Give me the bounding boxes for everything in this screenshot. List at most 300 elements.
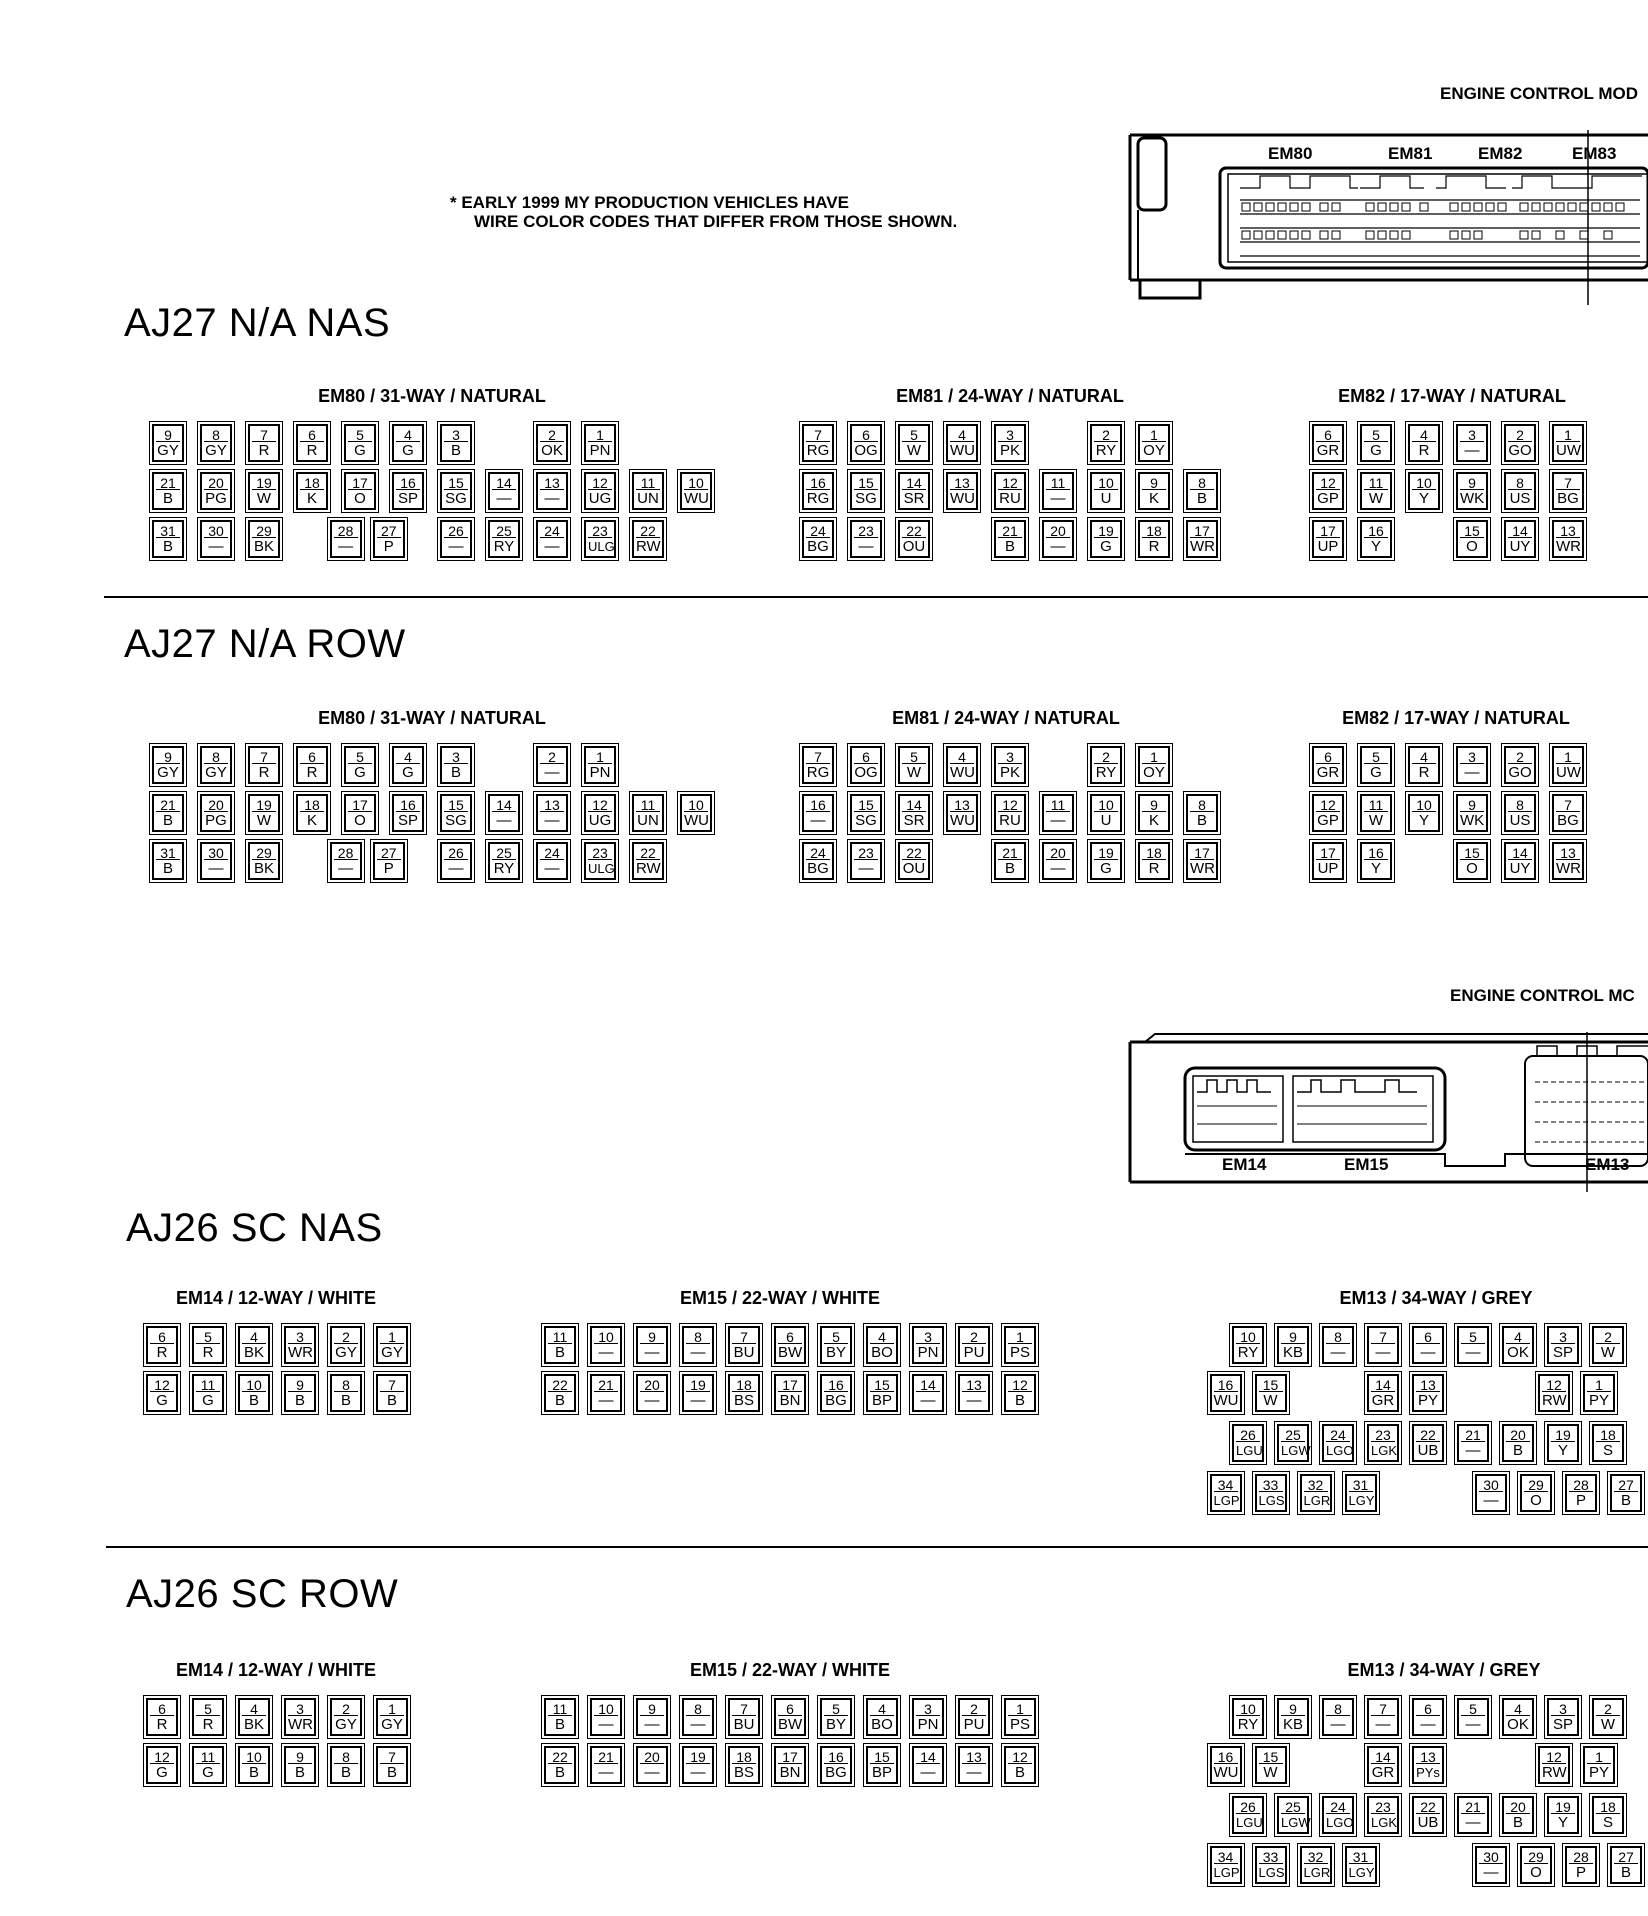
connector-pin [544,1698,576,1736]
connector-pin [1345,1846,1377,1884]
pin-wire-color: O [1524,1863,1548,1881]
pin-number: 5 [1469,1329,1477,1345]
pin-number: 6 [786,1329,794,1345]
connector-pin [248,472,280,510]
pin-number: 16 [1217,1377,1234,1393]
connector-pin [850,520,882,558]
pin-number: 34 [1217,1849,1234,1865]
pin-number: 1 [596,427,604,443]
pin-wire-color: LGP [1213,1865,1240,1880]
pin-number: 13 [1420,1377,1436,1393]
pin-number: 21 [598,1749,614,1765]
pin-wire-color: — [916,1391,940,1409]
pin-number: 30 [208,845,224,861]
pin-number: 14 [1375,1749,1391,1765]
connector-pin [1090,472,1122,510]
pin-number: 2 [1604,1701,1612,1717]
connector-pin [682,1698,714,1736]
pin-number: 21 [160,797,176,813]
connector-pin [200,520,232,558]
pin-wire-color: PN [917,1344,939,1361]
connector-pin [1232,1326,1264,1364]
connector-pin [373,842,405,880]
pin-wire-color: — [1461,1441,1485,1459]
pin-wire-color: LGS [1258,1493,1285,1508]
pin-wire-color: GR [1371,1392,1395,1409]
pin-number: 5 [356,427,364,443]
connector-pin [248,424,280,462]
pin-number: 4 [250,1701,258,1717]
pin-number: 25 [496,523,512,539]
pin-wire-color: RY [1237,1716,1259,1733]
connector-pin [440,746,472,784]
connector-pin [488,842,520,880]
pin-wire-color: — [1461,1715,1485,1733]
pin-wire-color: PN [589,764,611,781]
pin-wire-color: RG [806,442,830,459]
pin-number: 9 [1150,475,1158,491]
connector-pin [820,1698,852,1736]
pin-number: 14 [1375,1377,1391,1393]
pin-number: 5 [910,749,918,765]
connector-pin [680,472,712,510]
connector-pin [898,472,930,510]
pin-number: 19 [256,475,272,491]
pin-wire-color: WR [1556,860,1581,877]
pin-wire-color: GR [1316,764,1340,781]
pin-wire-color: — [640,1715,664,1733]
connector-pin [946,794,978,832]
pin-wire-color: RG [806,490,830,507]
pin-number: 25 [1285,1799,1301,1815]
pin-wire-color: PK [999,442,1020,459]
pin-wire-color: B [288,1391,312,1409]
pin-number: 7 [388,1749,396,1765]
connector-pin [146,1746,178,1784]
connector-pin [1552,472,1584,510]
pin-number: 19 [256,797,272,813]
pin-number: 5 [204,1329,212,1345]
pin-number: 12 [1002,797,1018,813]
connector-pin [536,842,568,880]
pin-number: 10 [1240,1329,1256,1345]
connector-pin [1360,794,1392,832]
ecm-connector-label-em14: EM14 [1222,1155,1267,1174]
pin-number: 22 [1420,1799,1436,1815]
pin-number: 22 [906,523,922,539]
connector-pin [344,424,376,462]
connector-pin [1277,1326,1309,1364]
section-title-aj27-na-row: AJ27 N/A ROW [124,622,406,666]
connector-pin [1502,1326,1534,1364]
connector-pin [373,520,405,558]
pin-wire-color: R [300,763,324,781]
pin-number: 8 [342,1749,350,1765]
pin-number: 33 [1262,1477,1279,1493]
pin-wire-color: — [640,1763,664,1781]
connector-pin [632,794,664,832]
pin-number: 21 [1002,523,1018,539]
pin-number: 10 [1416,475,1432,491]
pin-number: 16 [828,1749,844,1765]
connector-pin [330,1374,362,1412]
pin-wire-color: R [196,1343,220,1361]
pin-wire-color: B [156,537,180,555]
connector-pin [1277,1796,1309,1834]
pin-number: 17 [352,797,368,813]
pin-number: 2 [548,749,556,765]
pin-wire-color: BG [1557,812,1579,829]
pin-number: 1 [1564,427,1572,443]
pin-wire-color: SP [1552,1716,1573,1733]
section-divider-2 [106,1546,1648,1548]
connector-pin [152,424,184,462]
pin-wire-color: B [998,537,1022,555]
connector-pin [1457,1796,1489,1834]
pin-wire-color: — [1416,1343,1440,1361]
pin-wire-color: OU [902,538,926,555]
pin-wire-color: G [150,1391,174,1409]
pin-wire-color: KB [1282,1344,1303,1361]
pin-wire-color: B [242,1763,266,1781]
pin-wire-color: LGO [1326,1815,1354,1830]
pin-wire-color: LGY [1348,1493,1375,1508]
connector-pin [152,842,184,880]
pin-number: 22 [552,1749,568,1765]
pin-wire-color: — [1046,859,1070,877]
connector-pin [1210,1374,1242,1412]
pin-number: 20 [1510,1427,1526,1443]
pin-number: 10 [1098,797,1114,813]
pin-wire-color: PN [917,1716,939,1733]
pin-wire-color: — [444,859,468,877]
pin-wire-color: BO [871,1716,893,1733]
pin-number: 10 [246,1377,262,1393]
pin-number: 7 [814,427,822,443]
connector-pin [544,1326,576,1364]
pin-wire-color: B [548,1343,572,1361]
pin-wire-color: O [1460,859,1484,877]
connector-pin [248,520,280,558]
pin-wire-color: U [1094,811,1118,829]
connector-pin [1547,1326,1579,1364]
pin-wire-color: — [1460,763,1484,781]
connector-title: EM80 / 31-WAY / NATURAL [318,386,546,406]
pin-number: 8 [694,1701,702,1717]
connector-pin [1592,1424,1624,1462]
connector-pin [1504,424,1536,462]
pin-number: 16 [1217,1749,1234,1765]
pin-wire-color: UW [1556,442,1581,459]
pin-number: 3 [1468,749,1476,765]
pin-wire-color: BK [243,1344,264,1361]
pin-wire-color: — [1416,1715,1440,1733]
connector-pin [1232,1424,1264,1462]
pin-wire-color: LGK [1371,1815,1398,1830]
pin-wire-color: BS [733,1392,754,1409]
connector-pin [632,472,664,510]
pin-number: 24 [544,523,560,539]
pin-wire-color: RU [999,812,1021,829]
pin-wire-color: B [1190,489,1214,507]
pin-number: 6 [158,1701,166,1717]
connector-pin [1412,1698,1444,1736]
pin-number: 32 [1307,1477,1324,1493]
connector-pin [1300,1474,1332,1512]
connector-pin [774,1326,806,1364]
pin-number: 27 [381,845,397,861]
connector-pin [238,1326,270,1364]
pin-wire-color: US [1509,812,1531,829]
pin-number: 12 [1012,1377,1028,1393]
connector-pin [1138,794,1170,832]
pin-wire-color: S [1596,1813,1620,1831]
ecm-label-middle: ENGINE CONTROL MC [1450,986,1635,1005]
pin-wire-color: PU [963,1344,985,1361]
pin-number: 23 [858,845,874,861]
pin-wire-color: — [204,537,228,555]
pin-wire-color: — [1371,1715,1395,1733]
connector-pin [488,472,520,510]
connector-pin [1210,1746,1242,1784]
connector-pin [1004,1698,1036,1736]
pin-number: 10 [598,1329,614,1345]
connector-pin [820,1746,852,1784]
pin-number: 6 [1324,749,1332,765]
pin-number: 13 [1420,1749,1436,1765]
pin-number: 2 [1516,427,1524,443]
pin-wire-color: BO [871,1344,893,1361]
pin-number: 1 [596,749,604,765]
connector-pin [584,472,616,510]
pin-number: 3 [1468,427,1476,443]
pin-number: 1 [1016,1701,1024,1717]
pin-number: 17 [782,1377,798,1393]
connector-pin [898,424,930,462]
pin-wire-color: G [348,441,372,459]
pin-wire-color: UG [588,490,612,507]
connector-pin [590,1698,622,1736]
pin-wire-color: B [548,1763,572,1781]
pin-number: 8 [212,427,220,443]
pin-wire-color: GY [381,1716,403,1733]
pin-number: 18 [736,1377,752,1393]
pin-wire-color: G [396,441,420,459]
pin-number: 17 [1320,845,1336,861]
production-note [450,193,957,231]
connector-pin [1502,1698,1534,1736]
pin-wire-color: PY [1588,1392,1609,1409]
connector-pin [392,746,424,784]
pin-wire-color: GY [205,764,227,781]
pin-number: 3 [452,427,460,443]
connector-pin [536,794,568,832]
pin-number: 22 [1420,1427,1436,1443]
pin-wire-color: WK [1460,812,1485,829]
ecm-connector-label-em13: EM13 [1585,1155,1630,1174]
section-title-aj27-na-nas: AJ27 N/A NAS [124,301,391,345]
connector-pin [728,1698,760,1736]
connector-pin [994,794,1026,832]
ecm-connector-label-em81: EM81 [1388,144,1433,163]
connector-pin [1552,424,1584,462]
pin-wire-color: — [204,859,228,877]
pin-number: 26 [448,845,464,861]
connector-pin [1090,424,1122,462]
pin-wire-color: GO [1508,442,1532,459]
pin-wire-color: G [348,763,372,781]
pin-wire-color: BK [243,1716,264,1733]
connector-pin [146,1326,178,1364]
pin-number: 26 [1240,1799,1256,1815]
pin-number: 22 [906,845,922,861]
connector-pin [1186,842,1218,880]
pin-number: 27 [1618,1477,1634,1493]
connector-pin [1552,746,1584,784]
pin-number: 1 [388,1701,396,1717]
pin-number: 29 [1528,1849,1544,1865]
pin-number: 4 [1420,427,1428,443]
pin-wire-color: OU [902,860,926,877]
production-note-line-1: * EARLY 1999 MY PRODUCTION VEHICLES HAVE [450,193,849,212]
pin-wire-color: B [156,859,180,877]
pin-wire-color: — [640,1343,664,1361]
pin-number: 9 [164,427,172,443]
connector-pin [1457,1698,1489,1736]
connector-pin [1547,1796,1579,1834]
connector-pin [1277,1698,1309,1736]
connector-pin [544,1746,576,1784]
pin-number: 18 [1600,1799,1616,1815]
pin-number: 31 [1352,1477,1369,1493]
pin-number: 20 [208,475,224,491]
pin-number: 13 [954,475,970,491]
pin-number: 7 [1564,475,1572,491]
pin-number: 19 [1098,845,1114,861]
pin-wire-color: Y [1364,537,1388,555]
pin-wire-color: LGS [1258,1865,1285,1880]
pin-wire-color: — [540,763,564,781]
connector-title: EM81 / 24-WAY / NATURAL [896,386,1124,406]
connector-pin [1456,746,1488,784]
pin-number: 18 [1146,523,1162,539]
connector-pin [1502,1424,1534,1462]
pin-number: 11 [552,1701,568,1717]
connector-pin [898,794,930,832]
pin-wire-color: GY [335,1716,357,1733]
connector-pin [1090,520,1122,558]
pin-number: 1 [388,1329,396,1345]
connector-pin [1360,842,1392,880]
pin-wire-color: GP [1317,490,1339,507]
connector-pin [1538,1374,1570,1412]
pin-number: 10 [598,1701,614,1717]
pin-wire-color: B [1614,1491,1638,1509]
pin-number: 14 [906,475,922,491]
connector-pin [1360,472,1392,510]
pin-wire-color: R [1142,859,1166,877]
connector-pin [1456,520,1488,558]
pin-number: 7 [1379,1329,1387,1345]
connector-pin [1457,1326,1489,1364]
pin-number: 28 [1573,1477,1589,1493]
pin-number: 15 [1464,523,1480,539]
pin-number: 12 [592,797,608,813]
connector-pin [146,1698,178,1736]
connector-pin [1312,520,1344,558]
connector-pin [238,1374,270,1412]
pin-number: 7 [388,1377,396,1393]
connector-title: EM13 / 34-WAY / GREY [1339,1288,1533,1308]
connector-title: EM81 / 24-WAY / NATURAL [892,708,1120,728]
pin-number: 9 [164,749,172,765]
pin-wire-color: PN [589,442,611,459]
pin-wire-color: UN [637,490,659,507]
connector-pin [802,794,834,832]
pin-wire-color: SR [903,812,925,829]
pin-number: 8 [1198,475,1206,491]
pin-number: 5 [1372,749,1380,765]
connector-pin [1042,472,1074,510]
pin-wire-color: LGP [1213,1493,1240,1508]
pin-number: 15 [1262,1377,1279,1393]
pin-number: 11 [640,797,656,813]
connector-pin [330,520,362,558]
connector-pin [1583,1374,1615,1412]
connector-pin [1004,1746,1036,1784]
connector-pin [1592,1796,1624,1834]
pin-wire-color: W [902,441,926,459]
connector-pin [152,794,184,832]
pin-number: 13 [954,797,970,813]
connector-pin [392,794,424,832]
connector-pin [284,1698,316,1736]
pin-number: 3 [296,1329,304,1345]
pin-wire-color: OK [541,442,563,459]
pin-number: 17 [352,475,368,491]
connector-pin [200,842,232,880]
pin-wire-color: RY [493,538,515,555]
connector-pin [994,520,1026,558]
pin-wire-color: G [196,1391,220,1409]
pin-wire-color: — [686,1715,710,1733]
connector-pin [866,1698,898,1736]
pin-wire-color: BP [871,1764,892,1781]
pin-wire-color: — [686,1763,710,1781]
connector-pin [192,1746,224,1784]
pin-wire-color: RW [636,538,661,555]
pin-wire-color: W [252,811,276,829]
pin-number: 15 [448,475,464,491]
connector-pin [536,424,568,462]
pin-number: 14 [920,1377,936,1393]
pin-number: 16 [400,797,416,813]
connector-pin [866,1374,898,1412]
pin-number: 16 [828,1377,844,1393]
connector-pin [376,1326,408,1364]
pin-wire-color: B [156,489,180,507]
pin-wire-color: P [1569,1491,1593,1509]
pin-number: 26 [448,523,464,539]
pin-number: 13 [1560,523,1576,539]
pin-wire-color: OG [854,442,878,459]
pin-number: 6 [308,749,316,765]
pin-number: 11 [552,1329,568,1345]
pin-wire-color: WR [288,1344,313,1361]
pin-number: 29 [256,523,272,539]
connector-pin [284,1746,316,1784]
pin-wire-color: K [300,489,324,507]
